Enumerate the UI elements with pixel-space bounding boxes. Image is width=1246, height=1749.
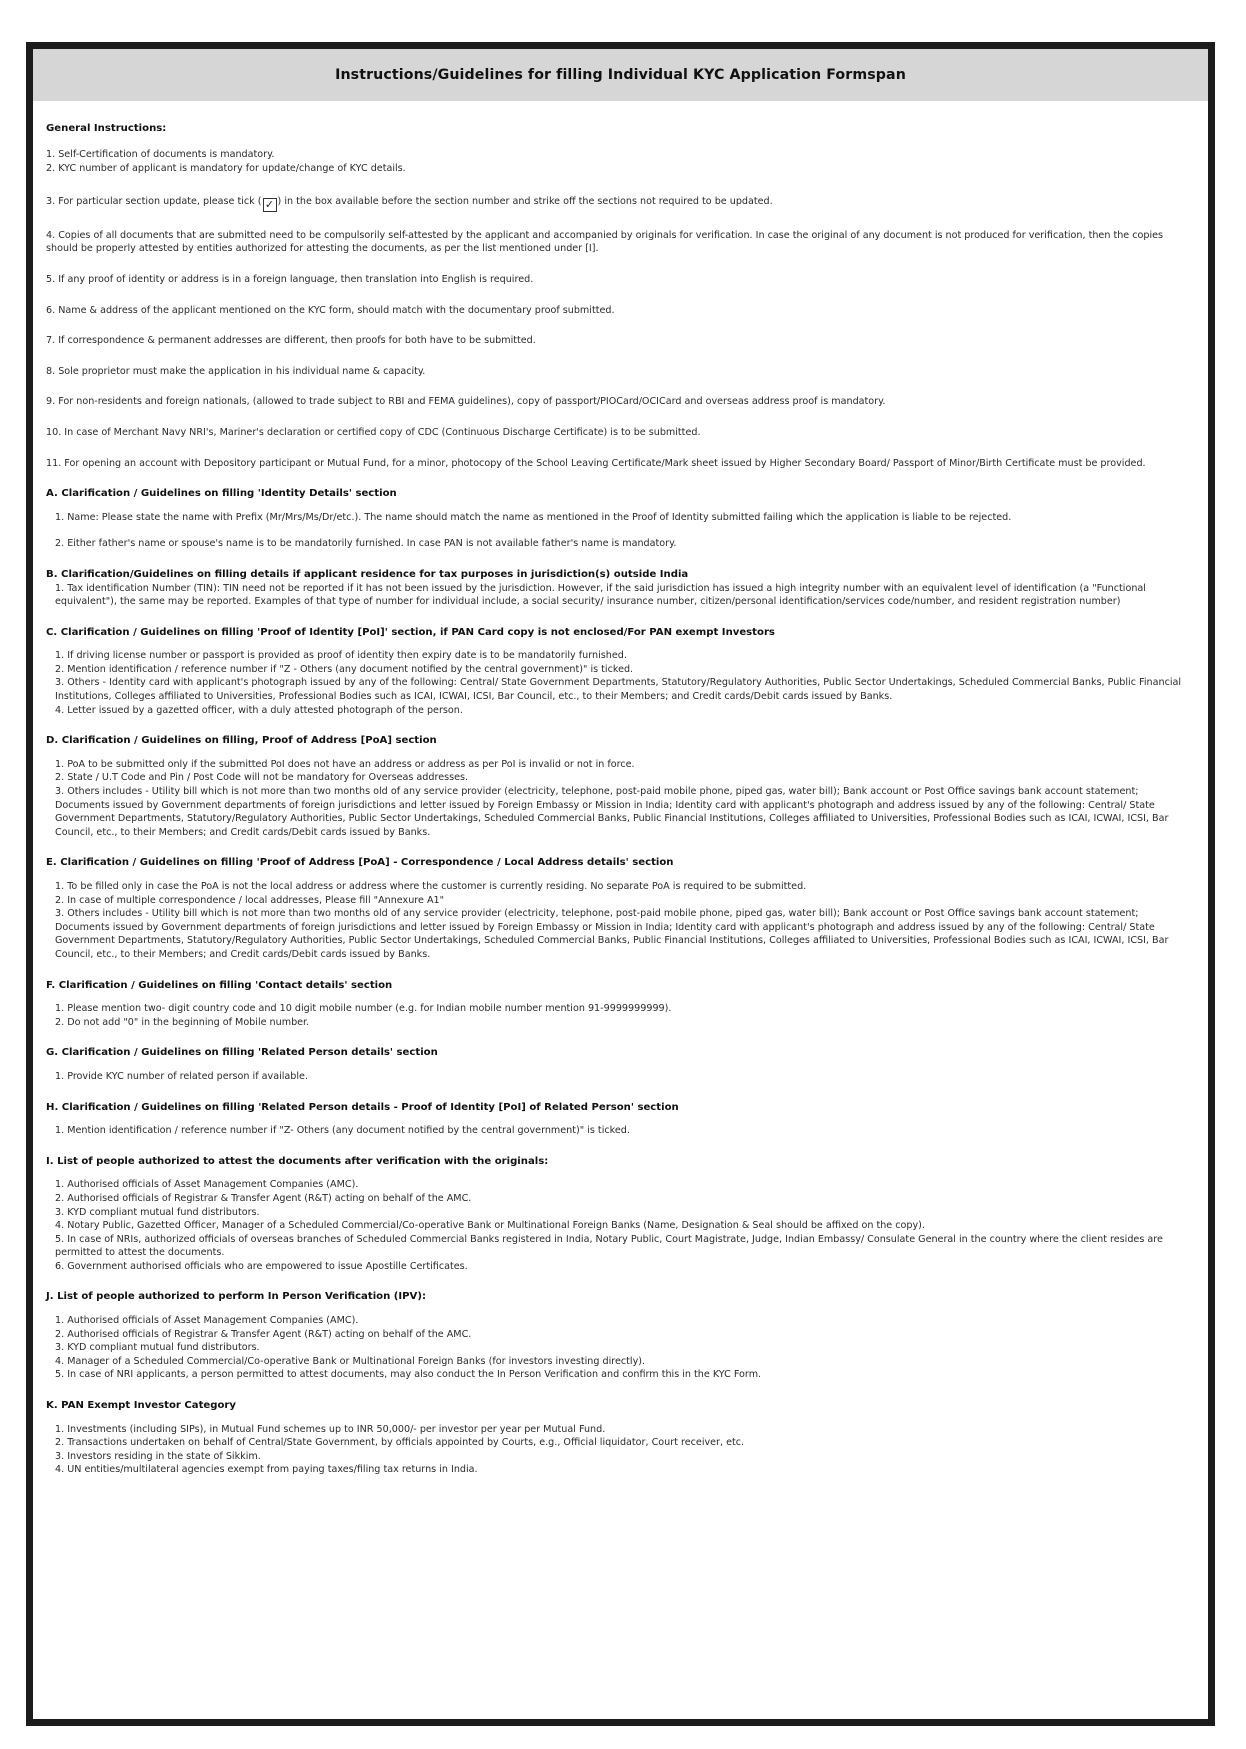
section-f-item: 2. Do not add "0" in the beginning of Mobile number. bbox=[55, 1016, 310, 1028]
section-k-body bbox=[55, 1423, 1188, 1477]
section-k-item: 2. Transactions undertaken on behalf of Central/State Government, by officials appointed by Courts, e.g., Official liquidator, Court receiver, etc. bbox=[55, 1437, 745, 1449]
instructions-content bbox=[46, 122, 1188, 1477]
document-frame bbox=[26, 42, 1215, 1726]
general-item-3-text: 3. For particular section update, please tick ( bbox=[46, 195, 262, 207]
section-e-body bbox=[55, 880, 1188, 962]
section-c-item: 2. Mention identification / reference number if "Z - Others (any document notified by the central government)" is ticked. bbox=[55, 663, 634, 675]
section-d-body bbox=[55, 758, 1188, 840]
section-g-body bbox=[55, 1070, 1188, 1084]
section-k-item: 3. Investors residing in the state of Sikkim. bbox=[55, 1450, 261, 1462]
section-a-item: 1. Name: Please state the name with Prefix (Mr/Mrs/Ms/Dr/etc.). The name should match the name as mentioned in the Proof of Identity submitted failing which the application is liable to be rejected. bbox=[55, 511, 1012, 523]
section-j-item: 3. KYD compliant mutual fund distributors. bbox=[55, 1342, 260, 1354]
general-item-3 bbox=[46, 195, 1188, 212]
section-c-body bbox=[55, 649, 1188, 717]
checkbox-tick-icon: ✓ bbox=[263, 198, 277, 212]
section-j-item: 2. Authorised officials of Registrar & Transfer Agent (R&T) acting on behalf of the AMC. bbox=[55, 1328, 472, 1340]
general-item-4: 4. Copies of all documents that are submitted need to be compulsorily self-attested by the applicant and accompanied by originals for verification. In case the original of any document is not produced for verification, then the copies should be properly attested by entities authorized for attesting the documents, as per the list mentioned under [I]. bbox=[46, 229, 1164, 255]
section-a-item: 2. Either father's name or spouse's name is to be mandatorily furnished. In case PAN is not available father's name is mandatory. bbox=[55, 538, 677, 550]
section-h-heading: H. Clarification / Guidelines on filling 'Related Person details - Proof of Identity [PoI] of Related Person' section bbox=[46, 1101, 679, 1113]
title-band bbox=[33, 49, 1208, 101]
general-item-10: 10. In case of Merchant Navy NRI's, Mariner's declaration or certified copy of CDC (Continuous Discharge Certificate) is to be submitted. bbox=[46, 426, 701, 438]
general-item-2: 2. KYC number of applicant is mandatory for update/change of KYC details. bbox=[46, 163, 406, 175]
section-d-item: 1. PoA to be submitted only if the submitted PoI does not have an address or address as per PoI is invalid or not in force. bbox=[55, 758, 635, 770]
section-k-item: 1. Investments (including SIPs), in Mutual Fund schemes up to INR 50,000/- per investor per year per Mutual Fund. bbox=[55, 1423, 606, 1435]
section-b-heading: B. Clarification/Guidelines on filling details if applicant residence for tax purposes in jurisdiction(s) outside India bbox=[46, 568, 689, 580]
section-d-item: 3. Others includes - Utility bill which is not more than two months old of any service provider (electricity, telephone, post-paid mobile phone, piped gas, water bill); Bank account or Post Office savings bank account statement; Documents issued by Government departments of foreign jurisdictions and letter issued by Foreign Embassy or Mission in India; Identity card with applicant's photograph and address issued by any of the following: Central/ State Government Departments, Statutory/Regulatory Authorities, Public Sector Undertakings, Scheduled Commercial Banks, Public Financial Institutions, Colleges affiliated to Universities, Professional Bodies such as ICAI, ICWAI, ICSI, Bar Council, etc., to their Members; and Credit cards/Debit cards issued by Banks. bbox=[55, 786, 1169, 838]
section-e-heading: E. Clarification / Guidelines on filling 'Proof of Address [PoA] - Correspondence / Local Address details' section bbox=[46, 857, 674, 869]
section-j-item: 5. In case of NRI applicants, a person permitted to attest documents, may also conduct the In Person Verification and confirm this in the KYC Form. bbox=[55, 1369, 762, 1381]
general-heading: General Instructions: bbox=[46, 123, 167, 134]
section-e-item: 1. To be filled only in case the PoA is not the local address or address where the customer is currently residing. No separate PoA is required to be submitted. bbox=[55, 881, 807, 892]
general-item-11: 11. For opening an account with Depository participant or Mutual Fund, for a minor, photocopy of the School Leaving Certificate/Mark sheet issued by Higher Secondary Board/ Passport of Minor/Birth Certificate must be provided. bbox=[46, 457, 1146, 469]
section-c-item: 4. Letter issued by a gazetted officer, with a duly attested photograph of the person. bbox=[55, 704, 463, 716]
section-i-item: 4. Notary Public, Gazetted Officer, Manager of a Scheduled Commercial/Co-operative Bank or Multinational Foreign Banks (Name, Designation & Seal should be affixed on the copy). bbox=[55, 1220, 925, 1232]
section-k-item: 4. UN entities/multilateral agencies exempt from paying taxes/filing tax returns in India. bbox=[55, 1464, 478, 1476]
general-item-1: 1. Self-Certification of documents is mandatory. bbox=[46, 148, 275, 160]
section-f-body bbox=[55, 1002, 1188, 1029]
section-i-item: 3. KYD compliant mutual fund distributors. bbox=[55, 1206, 260, 1218]
section-d-heading: D. Clarification / Guidelines on filling, Proof of Address [PoA] section bbox=[46, 735, 437, 747]
section-b-item: 1. Tax identification Number (TIN): TIN need not be reported if it has not been issued by the jurisdiction. However, if the said jurisdiction has issued a high integrity number with an equivalent level of identification (a "Functional equivalent"), the same may be reported. Examples of that type of number for individual include, a social security/ insurance number, citizen/personal identification/services code/number, and resident registration number) bbox=[55, 582, 1146, 608]
general-item-7: 7. If correspondence & permanent addresses are different, then proofs for both have to be submitted. bbox=[46, 335, 536, 347]
section-j-body bbox=[55, 1314, 1188, 1382]
section-k-heading: K. PAN Exempt Investor Category bbox=[46, 1400, 236, 1412]
section-i-item: 5. In case of NRIs, authorized officials of overseas branches of Scheduled Commercial Banks registered in India, Notary Public, Court Magistrate, Judge, Indian Embassy/ Consulate General in the country where the client resides are permitted to attest the documents. bbox=[55, 1233, 1163, 1259]
section-j-heading: J. List of people authorized to perform In Person Verification (IPV): bbox=[46, 1291, 427, 1303]
section-i-body bbox=[55, 1178, 1188, 1273]
section-f-heading: F. Clarification / Guidelines on filling 'Contact details' section bbox=[46, 979, 393, 991]
section-c-item: 1. If driving license number or passport is provided as proof of identity then expiry date is to be mandatorily furnished. bbox=[55, 650, 627, 662]
section-i-item: 6. Government authorised officials who are empowered to issue Apostille Certificates. bbox=[55, 1260, 468, 1272]
section-e-item: 3. Others includes - Utility bill which is not more than two months old of any service provider (electricity, telephone, post-paid mobile phone, piped gas, water bill); Bank account or Post Office savings bank account statement; Documents issued by Government departments of foreign jurisdictions and letter issued by Foreign Embassy or Mission in India; Identity card with applicant's photograph and address issued by any of the following: Central/ State Government Departments, Statutory/Regulatory Authorities, Public Sector Undertakings, Scheduled Commercial Banks, Public Financial Institutions, Colleges affiliated to Universities, Professional Bodies such as ICAI, ICWAI, ICSI, Bar Council, etc., to their Members; and Credit cards/Debit cards issued by Banks. bbox=[55, 908, 1169, 960]
section-i-heading: I. List of people authorized to attest the documents after verification with the originals: bbox=[46, 1155, 549, 1167]
section-e-item: 2. In case of multiple correspondence / local addresses, Please fill "Annexure A1" bbox=[55, 894, 445, 906]
general-item-9: 9. For non-residents and foreign nationals, (allowed to trade subject to RBI and FEMA guidelines), copy of passport/PIOCard/OCICard and overseas address proof is mandatory. bbox=[46, 396, 886, 408]
section-b-body bbox=[55, 582, 1188, 609]
section-c-heading: C. Clarification / Guidelines on filling 'Proof of Identity [PoI]' section, if PAN Card copy is not enclosed/For PAN exempt Investors bbox=[46, 626, 775, 638]
general-item-5: 5. If any proof of identity or address is in a foreign language, then translation into English is required. bbox=[46, 273, 534, 285]
section-h-body bbox=[55, 1124, 1188, 1138]
section-j-item: 1. Authorised officials of Asset Management Companies (AMC). bbox=[55, 1315, 359, 1327]
section-g-item: 1. Provide KYC number of related person if available. bbox=[55, 1070, 308, 1082]
section-h-item: 1. Mention identification / reference number if "Z- Others (any document notified by the central government)" is ticked. bbox=[55, 1125, 630, 1137]
section-f-item: 1. Please mention two- digit country code and 10 digit mobile number (e.g. for Indian mobile number mention 91-9999999999). bbox=[55, 1003, 672, 1015]
general-item-3-suffix: ) in the box available before the section number and strike off the sections not required to be updated. bbox=[277, 195, 773, 207]
section-d-item: 2. State / U.T Code and Pin / Post Code will not be mandatory for Overseas addresses. bbox=[55, 772, 469, 784]
section-a-heading: A. Clarification / Guidelines on filling 'Identity Details' section bbox=[46, 488, 397, 500]
section-i-item: 2. Authorised officials of Registrar & Transfer Agent (R&T) acting on behalf of the AMC. bbox=[55, 1192, 472, 1204]
section-j-item: 4. Manager of a Scheduled Commercial/Co-operative Bank or Multinational Foreign Banks (for investors investing directly). bbox=[55, 1355, 646, 1367]
general-item-8: 8. Sole proprietor must make the application in his individual name & capacity. bbox=[46, 365, 426, 377]
section-i-item: 1. Authorised officials of Asset Management Companies (AMC). bbox=[55, 1179, 359, 1191]
document-title: Instructions/Guidelines for filling Individual KYC Application Formspan bbox=[335, 67, 906, 83]
general-item-6: 6. Name & address of the applicant mentioned on the KYC form, should match with the documentary proof submitted. bbox=[46, 304, 615, 316]
section-g-heading: G. Clarification / Guidelines on filling 'Related Person details' section bbox=[46, 1047, 438, 1059]
section-a-body bbox=[55, 511, 1188, 551]
section-c-item: 3. Others - Identity card with applicant's photograph issued by any of the following: Central/ State Government Departments, Statutory/Regulatory Authorities, Public Sector Undertakings, Scheduled Commercial Banks, Public Financial Institutions, Colleges affiliated to Universities, Professional Bodies such as ICAI, ICWAI, ICSI, Bar Council, etc., to their Members; and Credit cards/Debit cards issued by Banks. bbox=[55, 677, 1182, 703]
